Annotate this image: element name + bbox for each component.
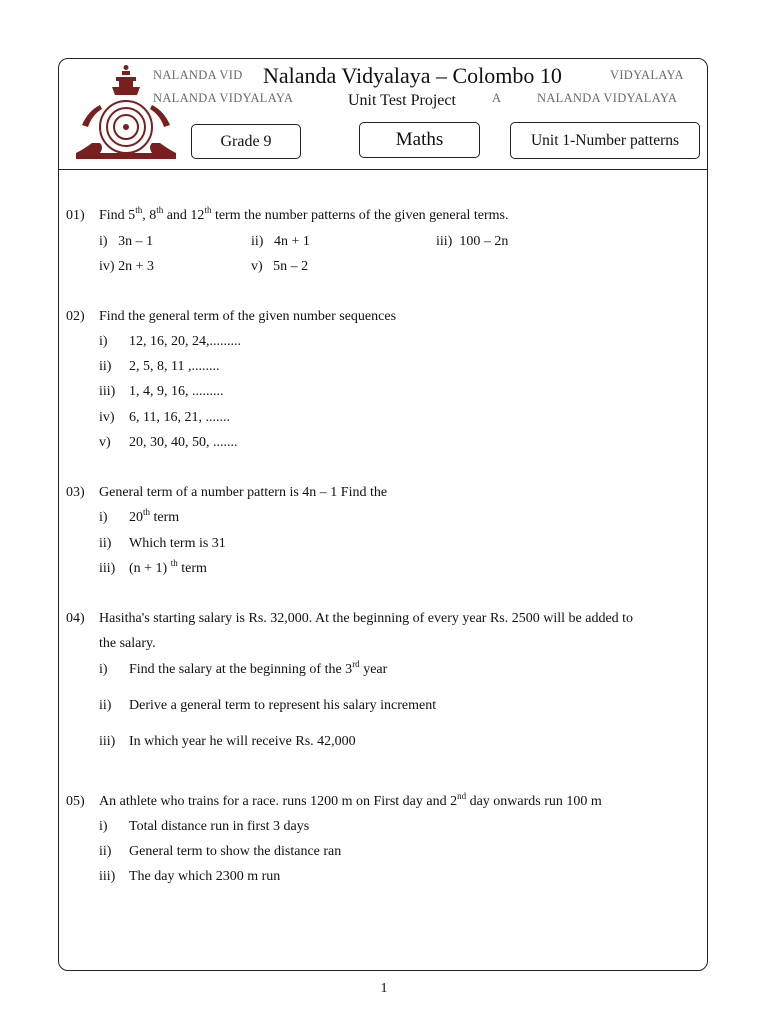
question-text: General term of a number pattern is 4n – 1 Find the (99, 485, 388, 500)
sub-question: v) 5n – 2 (251, 259, 309, 274)
sub-question: ii) 2, 5, 8, 11 ,........ (99, 359, 220, 374)
sub-question: iii) 100 – 2n (436, 234, 509, 249)
sub-question: v) 20, 30, 40, 50, ....... (99, 435, 238, 450)
sub-question: iii) 1, 4, 9, 16, ......... (99, 384, 224, 399)
sub-question: i) 3n – 1 (99, 234, 154, 249)
question-number: 02) (66, 309, 85, 324)
sub-question: iv) 6, 11, 16, 21, ....... (99, 410, 230, 425)
question-number: 03) (66, 485, 85, 500)
question-text: Find 5th, 8th and 12th term the number patterns of the given general terms. (99, 205, 509, 223)
watermark-text: NALANDA VID (153, 68, 243, 82)
sub-question: i) Total distance run in first 3 days (99, 819, 310, 834)
question-text: Find the general term of the given number sequences (99, 309, 397, 324)
sub-question: ii) 4n + 1 (251, 234, 310, 249)
question-number: 04) (66, 611, 85, 626)
sub-question: ii) Derive a general term to represent his salary increment (99, 698, 437, 713)
watermark-text: VIDYALAYA (610, 68, 684, 82)
sub-question: iii) The day which 2300 m run (99, 869, 281, 884)
question-text: An athlete who trains for a race. runs 1200 m on First day and 2nd day onwards run 100 m (99, 791, 602, 809)
sub-question: i) Find the salary at the beginning of the 3rd year (99, 659, 388, 677)
question-text-continued: the salary. (99, 636, 156, 651)
question-number: 01) (66, 208, 85, 223)
sub-question: iv) 2n + 3 (99, 259, 154, 274)
page-number: 1 (380, 981, 388, 996)
unit-box: Unit 1-Number patterns (510, 122, 700, 159)
sub-question: ii) Which term is 31 (99, 536, 226, 551)
school-crest-logo (72, 65, 180, 163)
question-number: 05) (66, 794, 85, 809)
sub-question: i) 20th term (99, 507, 180, 525)
grade-box: Grade 9 (191, 124, 301, 159)
question-text: Hasitha's starting salary is Rs. 32,000. At the beginning of every year Rs. 2500 will be added to (99, 611, 634, 626)
subject-box: Maths (359, 122, 480, 158)
header-divider (59, 169, 707, 170)
watermark-text: NALANDA VIDYALAYA (537, 91, 678, 105)
sub-question: iii) In which year he will receive Rs. 42,000 (99, 734, 356, 749)
sub-question: i) 12, 16, 20, 24,......... (99, 334, 241, 349)
watermark-text: NALANDA VIDYALAYA (153, 91, 294, 105)
watermark-text: A (492, 91, 502, 105)
project-subtitle: Unit Test Project (348, 92, 456, 109)
sub-question: iii) (n + 1) $^{th}$ term (99, 558, 207, 576)
sub-question: ii) General term to show the distance ran (99, 844, 342, 859)
school-name-title: Nalanda Vidyalaya – Colombo 10 (263, 63, 562, 88)
